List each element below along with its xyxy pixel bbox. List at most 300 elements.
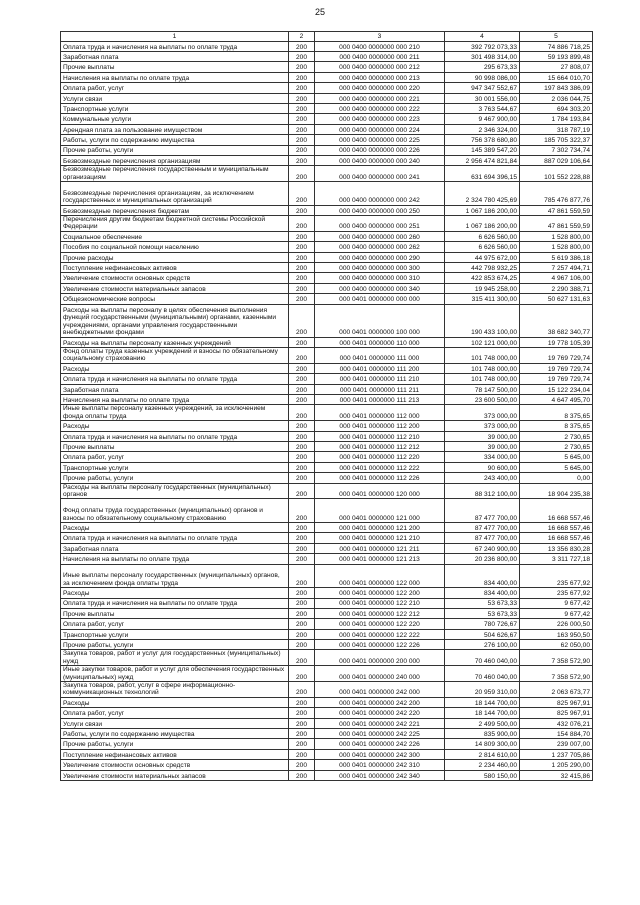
table-row [61, 145, 593, 155]
row-executed: 432 076,21 [520, 718, 593, 728]
row-code: 200 [289, 205, 315, 215]
table-row [61, 598, 593, 608]
row-label: Транспортные услуги [61, 462, 289, 472]
table-row [61, 363, 593, 373]
row-classification: 000 0400 0000000 000 224 [315, 124, 445, 134]
row-classification: 000 0401 0000000 121 000 [315, 499, 445, 523]
row-executed: 318 787,19 [520, 124, 593, 134]
row-code: 200 [289, 263, 315, 273]
row-approved: 145 389 547,20 [445, 145, 520, 155]
row-approved: 190 433 100,00 [445, 304, 520, 337]
row-classification: 000 0400 0000000 000 262 [315, 242, 445, 252]
row-executed: 19 769 729,74 [520, 374, 593, 384]
table-row [61, 629, 593, 639]
row-executed: 2 730,65 [520, 431, 593, 441]
row-label: Прочие работы, услуги [61, 473, 289, 483]
table-row [61, 51, 593, 61]
table-row [61, 473, 593, 483]
table-row [61, 216, 593, 232]
row-code: 200 [289, 452, 315, 462]
table-row [61, 337, 593, 347]
table-row [61, 770, 593, 780]
row-code: 200 [289, 145, 315, 155]
column-header: 3 [315, 32, 445, 42]
row-approved: 2 499 500,00 [445, 718, 520, 728]
row-code: 200 [289, 697, 315, 707]
row-label: Прочие выплаты [61, 608, 289, 618]
row-classification: 000 0401 0000000 100 000 [315, 304, 445, 337]
row-approved: 301 498 314,00 [445, 51, 520, 61]
row-code: 200 [289, 273, 315, 283]
row-label: Закупка товаров, работ, услуг в сфере информационно-коммуникационных технологий [61, 682, 289, 698]
row-classification: 000 0401 0000000 242 000 [315, 682, 445, 698]
row-executed: 4 967 106,00 [520, 273, 593, 283]
row-code: 200 [289, 462, 315, 472]
row-executed: 154 884,70 [520, 729, 593, 739]
row-classification: 000 0400 0000000 000 241 [315, 166, 445, 182]
row-executed: 2 730,65 [520, 441, 593, 451]
row-classification: 000 0400 0000000 000 225 [315, 135, 445, 145]
table-row [61, 135, 593, 145]
row-executed: 19 778 105,39 [520, 337, 593, 347]
table-row [61, 231, 593, 241]
row-executed: 239 007,00 [520, 739, 593, 749]
row-classification: 000 0400 0000000 000 220 [315, 83, 445, 93]
table-row [61, 682, 593, 698]
row-classification: 000 0401 0000000 122 212 [315, 608, 445, 618]
row-executed: 1 528 800,00 [520, 242, 593, 252]
row-label: Безвозмездные перечисления организациям [61, 155, 289, 165]
row-approved: 18 144 700,00 [445, 708, 520, 718]
row-code: 200 [289, 83, 315, 93]
row-approved: 6 626 560,00 [445, 242, 520, 252]
row-code: 200 [289, 770, 315, 780]
row-label: Транспортные услуги [61, 103, 289, 113]
table-row [61, 155, 593, 165]
table-row [61, 619, 593, 629]
row-executed: 59 193 899,48 [520, 51, 593, 61]
row-label: Безвозмездные перечисления бюджетам [61, 205, 289, 215]
row-label: Безвозмездные перечисления организациям, за исключением государственных и муниципальных организаций [61, 182, 289, 206]
row-classification: 000 0401 0000000 121 213 [315, 554, 445, 564]
row-classification: 000 0401 0000000 111 213 [315, 395, 445, 405]
row-classification: 000 0400 0000000 000 340 [315, 283, 445, 293]
row-classification: 000 0401 0000000 112 210 [315, 431, 445, 441]
row-classification: 000 0401 0000000 122 222 [315, 629, 445, 639]
row-approved: 23 600 500,00 [445, 395, 520, 405]
row-classification: 000 0401 0000000 121 210 [315, 533, 445, 543]
row-label: Прочие расходы [61, 252, 289, 262]
table-row [61, 708, 593, 718]
row-approved: 88 312 100,00 [445, 483, 520, 499]
table-row [61, 483, 593, 499]
row-classification: 000 0401 0000000 000 000 [315, 294, 445, 304]
table-row [61, 395, 593, 405]
row-classification: 000 0400 0000000 000 213 [315, 72, 445, 82]
header-row [61, 32, 593, 42]
row-executed: 4 647 495,70 [520, 395, 593, 405]
row-approved: 90 998 086,00 [445, 72, 520, 82]
row-code: 200 [289, 650, 315, 666]
row-classification: 000 0401 0000000 120 000 [315, 483, 445, 499]
row-label: Прочие работы, услуги [61, 739, 289, 749]
row-classification: 000 0400 0000000 000 226 [315, 145, 445, 155]
table-row [61, 62, 593, 72]
row-label: Пособия по социальной помощи населению [61, 242, 289, 252]
row-approved: 780 726,67 [445, 619, 520, 629]
row-label: Прочие работы, услуги [61, 145, 289, 155]
row-executed: 5 645,00 [520, 462, 593, 472]
row-code: 200 [289, 155, 315, 165]
row-code: 200 [289, 231, 315, 241]
row-approved: 39 000,00 [445, 431, 520, 441]
row-classification: 000 0401 0000000 122 200 [315, 588, 445, 598]
row-code: 200 [289, 51, 315, 61]
row-code: 200 [289, 182, 315, 206]
row-code: 200 [289, 588, 315, 598]
row-label: Оплата труда и начисления на выплаты по оплате труда [61, 374, 289, 384]
row-label: Расходы на выплаты персоналу казенных учреждений [61, 337, 289, 347]
row-executed: 74 886 718,25 [520, 41, 593, 51]
row-classification: 000 0400 0000000 000 223 [315, 114, 445, 124]
row-classification: 000 0401 0000000 242 310 [315, 760, 445, 770]
row-approved: 315 411 300,00 [445, 294, 520, 304]
row-classification: 000 0401 0000000 112 226 [315, 473, 445, 483]
row-executed: 47 861 559,59 [520, 216, 593, 232]
row-label: Прочие выплаты [61, 62, 289, 72]
row-approved: 87 477 700,00 [445, 499, 520, 523]
row-code: 200 [289, 337, 315, 347]
row-code: 200 [289, 41, 315, 51]
row-classification: 000 0401 0000000 111 210 [315, 374, 445, 384]
row-code: 200 [289, 62, 315, 72]
column-header: 1 [61, 32, 289, 42]
row-executed: 8 375,65 [520, 405, 593, 421]
row-label: Услуги связи [61, 718, 289, 728]
row-approved: 1 067 186 200,00 [445, 205, 520, 215]
page-number: 25 [314, 7, 325, 17]
row-label: Расходы на выплаты персоналу в целях обеспечения выполнения функций государственными (муниципальными) органами, казенными учреждениями, органами управления государственными внебюджетными фондами [61, 304, 289, 337]
row-approved: 101 748 000,00 [445, 374, 520, 384]
table-row [61, 166, 593, 182]
row-approved: 243 400,00 [445, 473, 520, 483]
row-approved: 2 324 780 425,69 [445, 182, 520, 206]
row-approved: 3 763 544,67 [445, 103, 520, 113]
row-executed: 16 668 557,46 [520, 499, 593, 523]
row-classification: 000 0400 0000000 000 242 [315, 182, 445, 206]
row-classification: 000 0400 0000000 000 211 [315, 51, 445, 61]
row-label: Услуги связи [61, 93, 289, 103]
row-label: Общеэкономические вопросы [61, 294, 289, 304]
row-label: Арендная плата за пользование имуществом [61, 124, 289, 134]
row-code: 200 [289, 598, 315, 608]
row-executed: 62 050,00 [520, 640, 593, 650]
row-code: 200 [289, 533, 315, 543]
table-row [61, 718, 593, 728]
row-approved: 756 378 680,80 [445, 135, 520, 145]
row-code: 200 [289, 242, 315, 252]
row-label: Транспортные услуги [61, 629, 289, 639]
table-row [61, 452, 593, 462]
row-code: 200 [289, 431, 315, 441]
row-label: Заработная плата [61, 384, 289, 394]
row-label: Расходы [61, 363, 289, 373]
table-row [61, 760, 593, 770]
row-executed: 694 303,20 [520, 103, 593, 113]
row-executed: 7 302 734,74 [520, 145, 593, 155]
row-classification: 000 0400 0000000 000 250 [315, 205, 445, 215]
row-executed: 50 627 131,63 [520, 294, 593, 304]
budget-table [60, 31, 593, 781]
row-label: Оплата труда и начисления на выплаты по оплате труда [61, 41, 289, 51]
row-approved: 422 853 674,25 [445, 273, 520, 283]
row-classification: 000 0401 0000000 121 200 [315, 522, 445, 532]
row-label: Расходы [61, 588, 289, 598]
row-label: Прочие выплаты [61, 441, 289, 451]
row-classification: 000 0401 0000000 242 225 [315, 729, 445, 739]
table-row [61, 650, 593, 666]
row-classification: 000 0400 0000000 000 222 [315, 103, 445, 113]
row-classification: 000 0400 0000000 000 260 [315, 231, 445, 241]
row-code: 200 [289, 363, 315, 373]
row-classification: 000 0401 0000000 111 200 [315, 363, 445, 373]
row-executed: 18 904 235,38 [520, 483, 593, 499]
row-executed: 9 677,42 [520, 598, 593, 608]
row-executed: 825 967,91 [520, 697, 593, 707]
row-label: Прочие работы, услуги [61, 640, 289, 650]
row-classification: 000 0400 0000000 000 210 [315, 41, 445, 51]
row-label: Оплата труда и начисления на выплаты по оплате труда [61, 533, 289, 543]
row-code: 200 [289, 421, 315, 431]
row-code: 200 [289, 124, 315, 134]
row-code: 200 [289, 629, 315, 639]
table-row [61, 182, 593, 206]
table-row [61, 405, 593, 421]
row-classification: 000 0401 0000000 200 000 [315, 650, 445, 666]
table-row [61, 697, 593, 707]
row-classification: 000 0401 0000000 240 000 [315, 666, 445, 682]
row-label: Расходы [61, 522, 289, 532]
row-label: Начисления на выплаты по оплате труда [61, 554, 289, 564]
table-row [61, 263, 593, 273]
row-classification: 000 0401 0000000 242 340 [315, 770, 445, 780]
row-label: Заработная плата [61, 51, 289, 61]
row-code: 200 [289, 718, 315, 728]
row-label: Работы, услуги по содержанию имущества [61, 135, 289, 145]
row-code: 200 [289, 682, 315, 698]
row-executed: 825 967,91 [520, 708, 593, 718]
row-approved: 334 000,00 [445, 452, 520, 462]
row-classification: 000 0401 0000000 122 000 [315, 564, 445, 588]
row-classification: 000 0401 0000000 242 221 [315, 718, 445, 728]
row-label: Оплата работ, услуг [61, 452, 289, 462]
row-code: 200 [289, 72, 315, 82]
row-label: Увеличение стоимости материальных запасов [61, 770, 289, 780]
row-approved: 9 467 900,00 [445, 114, 520, 124]
row-executed: 3 311 727,18 [520, 554, 593, 564]
row-executed: 5 619 386,18 [520, 252, 593, 262]
row-executed: 235 677,92 [520, 588, 593, 598]
row-executed: 185 705 322,37 [520, 135, 593, 145]
row-approved: 18 144 700,00 [445, 697, 520, 707]
table-row [61, 83, 593, 93]
row-classification: 000 0401 0000000 122 226 [315, 640, 445, 650]
table-row [61, 588, 593, 598]
row-classification: 000 0401 0000000 242 300 [315, 749, 445, 759]
row-approved: 53 673,33 [445, 598, 520, 608]
row-code: 200 [289, 619, 315, 629]
row-label: Иные выплаты персоналу государственных (муниципальных) органов, за исключением фонда оплаты труда [61, 564, 289, 588]
row-executed: 7 257 494,71 [520, 263, 593, 273]
row-label: Перечисления другим бюджетам бюджетной системы Российской Федерации [61, 216, 289, 232]
row-classification: 000 0400 0000000 000 251 [315, 216, 445, 232]
table-row [61, 72, 593, 82]
table-row [61, 499, 593, 523]
row-executed: 7 358 572,90 [520, 650, 593, 666]
table-row [61, 522, 593, 532]
row-label: Работы, услуги по содержанию имущества [61, 729, 289, 739]
row-classification: 000 0400 0000000 000 221 [315, 93, 445, 103]
row-code: 200 [289, 216, 315, 232]
row-classification: 000 0401 0000000 111 211 [315, 384, 445, 394]
row-code: 200 [289, 405, 315, 421]
row-approved: 87 477 700,00 [445, 533, 520, 543]
row-approved: 504 626,67 [445, 629, 520, 639]
row-label: Начисления на выплаты по оплате труда [61, 395, 289, 405]
row-code: 200 [289, 708, 315, 718]
row-label: Поступление нефинансовых активов [61, 749, 289, 759]
table-row [61, 124, 593, 134]
row-classification: 000 0401 0000000 111 000 [315, 348, 445, 364]
column-header: 5 [520, 32, 593, 42]
row-approved: 2 956 474 821,84 [445, 155, 520, 165]
row-executed: 0,00 [520, 473, 593, 483]
row-code: 200 [289, 666, 315, 682]
row-code: 200 [289, 348, 315, 364]
row-executed: 16 668 557,46 [520, 522, 593, 532]
table-row [61, 283, 593, 293]
row-approved: 101 748 000,00 [445, 363, 520, 373]
row-classification: 000 0400 0000000 000 212 [315, 62, 445, 72]
row-executed: 2 063 673,77 [520, 682, 593, 698]
row-code: 200 [289, 283, 315, 293]
row-code: 200 [289, 739, 315, 749]
row-approved: 373 000,00 [445, 405, 520, 421]
row-label: Оплата работ, услуг [61, 708, 289, 718]
row-executed: 2 290 388,71 [520, 283, 593, 293]
row-approved: 1 067 186 200,00 [445, 216, 520, 232]
row-classification: 000 0401 0000000 112 222 [315, 462, 445, 472]
table-row [61, 273, 593, 283]
row-executed: 16 668 557,46 [520, 533, 593, 543]
row-code: 200 [289, 374, 315, 384]
row-executed: 2 036 044,75 [520, 93, 593, 103]
row-code: 200 [289, 729, 315, 739]
row-label: Социальное обеспечение [61, 231, 289, 241]
row-label: Иные закупки товаров, работ и услуг для обеспечения государственных (муниципальных) нужд [61, 666, 289, 682]
table-row [61, 431, 593, 441]
row-label: Расходы [61, 421, 289, 431]
row-executed: 785 476 877,76 [520, 182, 593, 206]
row-approved: 580 150,00 [445, 770, 520, 780]
row-label: Оплата труда и начисления на выплаты по оплате труда [61, 431, 289, 441]
row-executed: 27 808,07 [520, 62, 593, 72]
row-approved: 2 346 324,00 [445, 124, 520, 134]
table-row [61, 564, 593, 588]
row-label: Увеличение стоимости основных средств [61, 760, 289, 770]
row-classification: 000 0401 0000000 242 226 [315, 739, 445, 749]
table-row [61, 533, 593, 543]
table-row [61, 114, 593, 124]
row-label: Начисления на выплаты по оплате труда [61, 72, 289, 82]
row-classification: 000 0401 0000000 121 211 [315, 543, 445, 553]
row-approved: 87 477 700,00 [445, 522, 520, 532]
row-classification: 000 0400 0000000 000 300 [315, 263, 445, 273]
row-code: 200 [289, 640, 315, 650]
row-executed: 8 375,65 [520, 421, 593, 431]
row-classification: 000 0400 0000000 000 240 [315, 155, 445, 165]
row-executed: 1 528 800,00 [520, 231, 593, 241]
row-executed: 38 682 340,77 [520, 304, 593, 337]
row-label: Заработная плата [61, 543, 289, 553]
row-executed: 5 645,00 [520, 452, 593, 462]
row-classification: 000 0401 0000000 112 220 [315, 452, 445, 462]
row-label: Расходы на выплаты персоналу государственных (муниципальных) органов [61, 483, 289, 499]
row-approved: 14 809 300,00 [445, 739, 520, 749]
table-row [61, 666, 593, 682]
column-header: 2 [289, 32, 315, 42]
row-classification: 000 0401 0000000 122 210 [315, 598, 445, 608]
row-approved: 947 347 552,67 [445, 83, 520, 93]
row-label: Коммунальные услуги [61, 114, 289, 124]
row-label: Оплата работ, услуг [61, 83, 289, 93]
row-label: Увеличение стоимости материальных запасов [61, 283, 289, 293]
row-approved: 90 600,00 [445, 462, 520, 472]
row-approved: 2 234 460,00 [445, 760, 520, 770]
row-approved: 78 147 500,00 [445, 384, 520, 394]
row-approved: 19 945 258,00 [445, 283, 520, 293]
row-executed: 15 122 234,04 [520, 384, 593, 394]
table-row [61, 348, 593, 364]
table-row [61, 739, 593, 749]
table-row [61, 304, 593, 337]
table-row [61, 93, 593, 103]
row-approved: 102 121 000,00 [445, 337, 520, 347]
row-approved: 67 240 900,00 [445, 543, 520, 553]
row-executed: 9 677,42 [520, 608, 593, 618]
row-approved: 373 000,00 [445, 421, 520, 431]
row-label: Оплата работ, услуг [61, 619, 289, 629]
table-row [61, 242, 593, 252]
row-label: Закупка товаров, работ и услуг для государственных (муниципальных) нужд [61, 650, 289, 666]
row-code: 200 [289, 554, 315, 564]
table-row [61, 554, 593, 564]
row-approved: 2 814 610,00 [445, 749, 520, 759]
table-row [61, 608, 593, 618]
row-code: 200 [289, 93, 315, 103]
table-row [61, 729, 593, 739]
row-executed: 19 769 729,74 [520, 348, 593, 364]
table-row [61, 294, 593, 304]
row-code: 200 [289, 294, 315, 304]
table-row [61, 462, 593, 472]
row-classification: 000 0401 0000000 112 200 [315, 421, 445, 431]
row-executed: 13 356 830,28 [520, 543, 593, 553]
row-approved: 276 100,00 [445, 640, 520, 650]
row-executed: 163 950,50 [520, 629, 593, 639]
row-approved: 442 798 932,25 [445, 263, 520, 273]
row-executed: 235 677,92 [520, 564, 593, 588]
